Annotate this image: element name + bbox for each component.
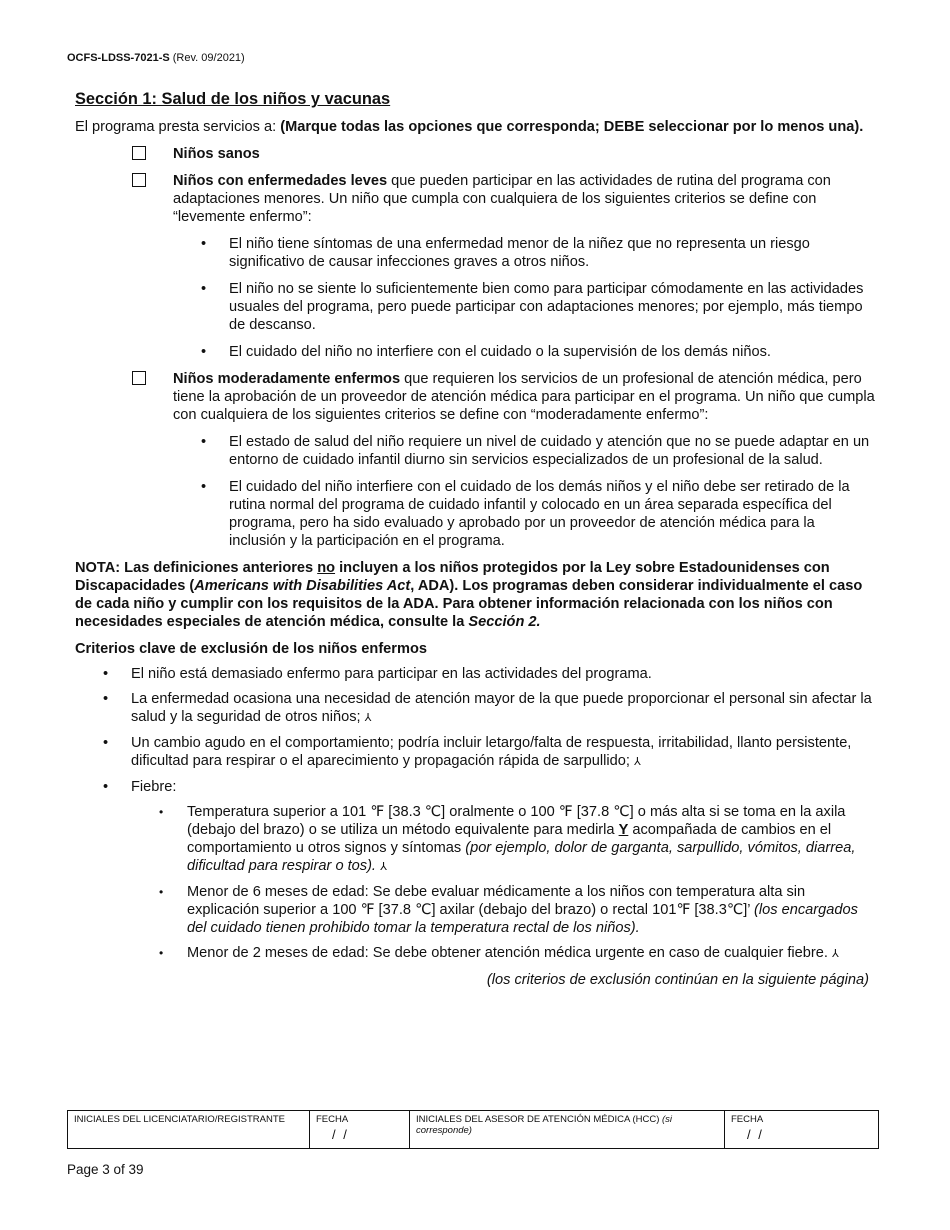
list-item-text: Menor de 6 meses de edad: Se debe evaluar médicamente a los niños con temperatura alta sin explicación superior a 100 ℉ [37.8 ℃] axilar (debajo del brazo) o rectal 101℉ [38.3℃]’ [187, 884, 806, 918]
list-item-text: El niño está demasiado enfermo para participar en las actividades del programa. [131, 666, 652, 682]
date-label: FECHA [731, 1114, 764, 1125]
note-text: NOTA: Las definiciones anteriores [75, 560, 318, 576]
licensee-initials-cell[interactable] [68, 1111, 310, 1149]
section-title: Sección 1: Salud de los niños y vacunas [75, 90, 391, 108]
list-item-text: Un cambio agudo en el comportamiento; podría incluir letargo/falta de respuesta, irritabilidad, llanto persistente, dificultad para respirar o el aparecimiento y propagación rápida de sarpullido; [131, 735, 852, 769]
checkbox-healthy[interactable] [132, 146, 146, 160]
attention-mark-icon: ⅄ [380, 861, 387, 873]
list-item-italic: (por ejemplo, dolor de garganta, sarpullido, vómitos, diarrea, dificultad para respirar o tos). [187, 840, 856, 874]
list-item [75, 690, 875, 727]
list-item [131, 803, 875, 876]
exclusion-list [75, 665, 875, 963]
hcc-initials-cell[interactable] [410, 1111, 725, 1149]
date-slashes: / / [332, 1127, 349, 1142]
form-revision: (Rev. 09/2021) [172, 52, 245, 64]
mildly-ill-criteria [173, 235, 875, 361]
option-mildly-ill-label: Niños con enfermedades leves [173, 173, 388, 189]
option-mildly-ill [75, 172, 875, 361]
list-item [75, 734, 875, 771]
date-cell-2[interactable] [725, 1111, 879, 1149]
option-mildly-ill-desc: que pueden participar en las actividades de rutina del programa con adaptaciones menores. Un niño que cumpla con cualquiera de los siguientes criterios se define con “levemente enfermo”: [173, 173, 831, 225]
list-item-text: La enfermedad ocasiona una necesidad de atención mayor de la que puede proporcionar el personal sin afectar la salud y la seguridad de otros niños; [131, 691, 872, 725]
signature-table [67, 1110, 879, 1149]
hcc-initials-label: INICIALES DEL ASESOR DE ATENCIÓN MÉDICA (HCC) [416, 1114, 660, 1125]
list-item-text: Temperatura superior a 101 ℉ [38.3 ℃] oralmente o 100 ℉ [37.8 ℃] o más alta si se toma en la axila (debajo del brazo) o se utiliza un método equivalente para medirla [187, 804, 846, 838]
note-text: , ADA). Los programas deben considerar individualmente el caso de cada niño y cumplir con los requisitos de la ADA. Para obtener información relacionada con los niños con necesidades especiales de atención médica, consulte la [75, 578, 863, 630]
list-item: • El cuidado del niño interfiere con el cuidado de los demás niños y el niño debe ser retirado de la rutina normal del programa de cuidado infantil y colocado en un área separada específica del programa, pero ha sido evaluado y aprobado por un proveedor de atención médica para la inclusión y la participación en el programa. [173, 478, 875, 550]
intro-bold: (Marque todas las opciones que corresponda; DEBE seleccionar por lo menos una). [280, 119, 864, 135]
date-slashes: / / [747, 1127, 764, 1142]
list-item [75, 665, 875, 683]
checkbox-moderately-ill[interactable] [132, 371, 146, 385]
list-item-text: acompañada de cambios en el comportamiento u otros signos y síntomas [187, 822, 832, 856]
list-item-text: Menor de 2 meses de edad: Se debe obtener atención médica urgente en caso de cualquier fiebre. [187, 945, 828, 961]
note-underlined: no [317, 560, 336, 576]
form-code: OCFS-LDSS-7021-S [67, 52, 170, 64]
main-content [75, 89, 875, 989]
attention-mark-icon: ⅄ [364, 712, 372, 724]
list-item [131, 944, 875, 963]
note-italic: Sección 2. [468, 614, 541, 630]
option-moderately-ill-label: Niños moderadamente enfermos [173, 371, 401, 387]
attention-mark-icon: ⅄ [633, 756, 641, 768]
list-item: • El estado de salud del niño requiere un nivel de cuidado y atención que no se puede adaptar en un entorno de cuidado infantil diurno sin servicios especializados de un profesional de la salud. [173, 433, 875, 469]
list-item: • El cuidado del niño no interfiere con el cuidado o la supervisión de los demás niños. [173, 343, 875, 361]
date-cell-1[interactable] [310, 1111, 410, 1149]
fever-sublist [131, 803, 875, 963]
licensee-initials-label: INICIALES DEL LICENCIATARIO/REGISTRANTE [74, 1114, 285, 1125]
note-text: incluyen a los niños protegidos por la Ley sobre Estadounidenses con Discapacidades ( [75, 560, 830, 594]
option-moderately-ill [75, 370, 875, 550]
form-identifier [67, 52, 245, 64]
note-paragraph [75, 559, 875, 631]
note-italic: Americans with Disabilities Act [194, 578, 411, 594]
checkbox-mildly-ill[interactable] [132, 173, 146, 187]
list-item: • El niño tiene síntomas de una enfermedad menor de la niñez que no representa un riesgo significativo de causar infecciones graves a otros niños. [173, 235, 875, 271]
list-item: • El niño no se siente lo suficientemente bien como para participar cómodamente en las actividades usuales del programa, pero puede participar con adaptaciones menores; por ejemplo, más tiempo de descanso. [173, 280, 875, 334]
list-item [131, 883, 875, 937]
date-label: FECHA [316, 1114, 349, 1125]
option-healthy [75, 145, 875, 163]
list-item-text: Fiebre: [131, 779, 177, 795]
continued-note: (los criterios de exclusión continúan en la siguiente página) [486, 972, 869, 988]
exclusion-heading: Criterios clave de exclusión de los niños enfermos [75, 641, 427, 657]
page-number: Page 3 of 39 [67, 1162, 144, 1177]
option-moderately-ill-desc: que requieren los servicios de un profesional de atención médica, pero tiene la aprobación de un proveedor de atención médica para participar en el programa. Un niño que cumpla con cualquiera de los siguientes criterios se define con “moderadamente enfermo”: [173, 371, 875, 423]
attention-mark-icon: ⅄ [832, 948, 839, 960]
option-healthy-label: Niños sanos [173, 146, 260, 162]
moderately-ill-criteria [173, 433, 875, 550]
intro-plain: El programa presta servicios a: [75, 119, 277, 135]
list-item [75, 778, 875, 963]
intro-text [75, 118, 875, 136]
emphasis-y: Y [618, 822, 629, 838]
list-item-italic: (los encargados del cuidado tienen prohibido tomar la temperatura rectal de los niños). [187, 902, 858, 936]
hcc-initials-italic: (si corresponde) [416, 1114, 673, 1136]
